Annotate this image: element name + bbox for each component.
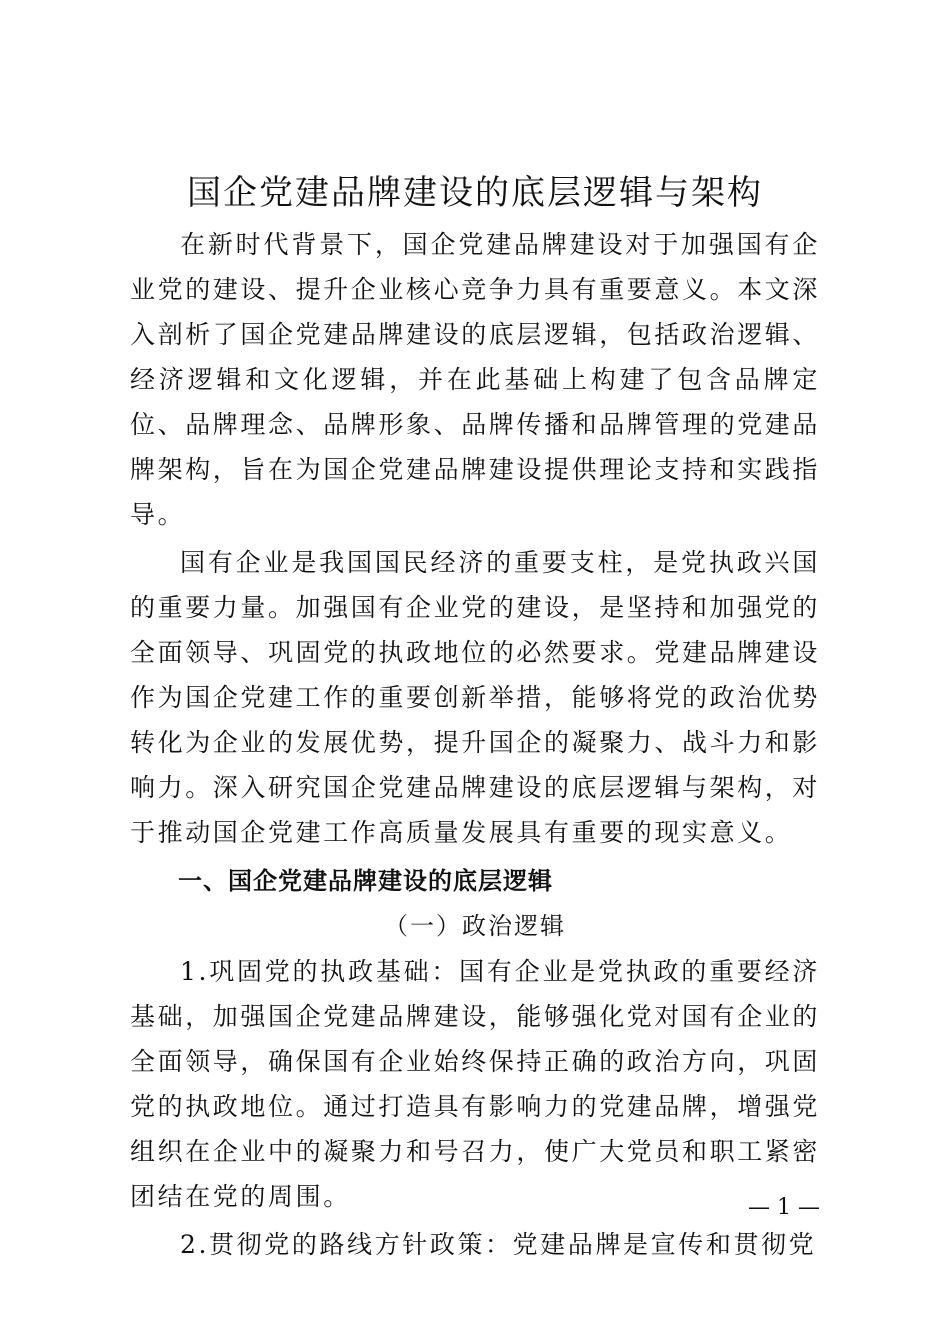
section-heading: 一、国企党建品牌建设的底层逻辑 bbox=[178, 867, 553, 895]
intro-paragraph: 国有企业是我国国民经济的重要支柱，是党执政兴国的重要力量。加强国有企业党的建设，是坚持和加强党的全面领导、巩固党的执政地位的必然要求。党建品牌建设作为国企党建工作的重要创新举措，能够将党的政治优势转化为企业的发展优势，提升国企的凝聚力、战斗力和影响力。深入研究国企党建品牌建设的底层逻辑与架构，对于推动国企党建工作高质量发展具有重要的现实意义。 bbox=[130, 548, 821, 847]
abstract-paragraph: 在新时代背景下，国企党建品牌建设对于加强国有企业党的建设、提升企业核心竞争力具有重要意义。本文深入剖析了国企党建品牌建设的底层逻辑，包括政治逻辑、经济逻辑和文化逻辑，并在此基础上构建了包含品牌定位、品牌理念、品牌形象、品牌传播和品牌管理的党建品牌架构，旨在为国企党建品牌建设提供理论支持和实践指导。 bbox=[130, 230, 821, 529]
document-body bbox=[130, 222, 820, 1270]
item-paragraph-2: 2.贯彻党的路线方针政策：党建品牌是宣传和贯彻党 bbox=[180, 1230, 817, 1259]
page-number: — 1 — bbox=[748, 1195, 820, 1220]
subsection-heading: （一）政治逻辑 bbox=[384, 912, 566, 940]
item-paragraph-1: 1.巩固党的执政基础：国有企业是党执政的重要经济基础，加强国企党建品牌建设，能够强化党对国有企业的全面领导，确保国有企业始终保持正确的政治方向，巩固党的执政地位。通过打造具有影响力的党建品牌，增强党组织在企业中的凝聚力和号召力，使广大党员和职工紧密团结在党的周围。 bbox=[130, 957, 821, 1211]
document-title: 国企党建品牌建设的底层逻辑与架构 bbox=[187, 173, 763, 213]
